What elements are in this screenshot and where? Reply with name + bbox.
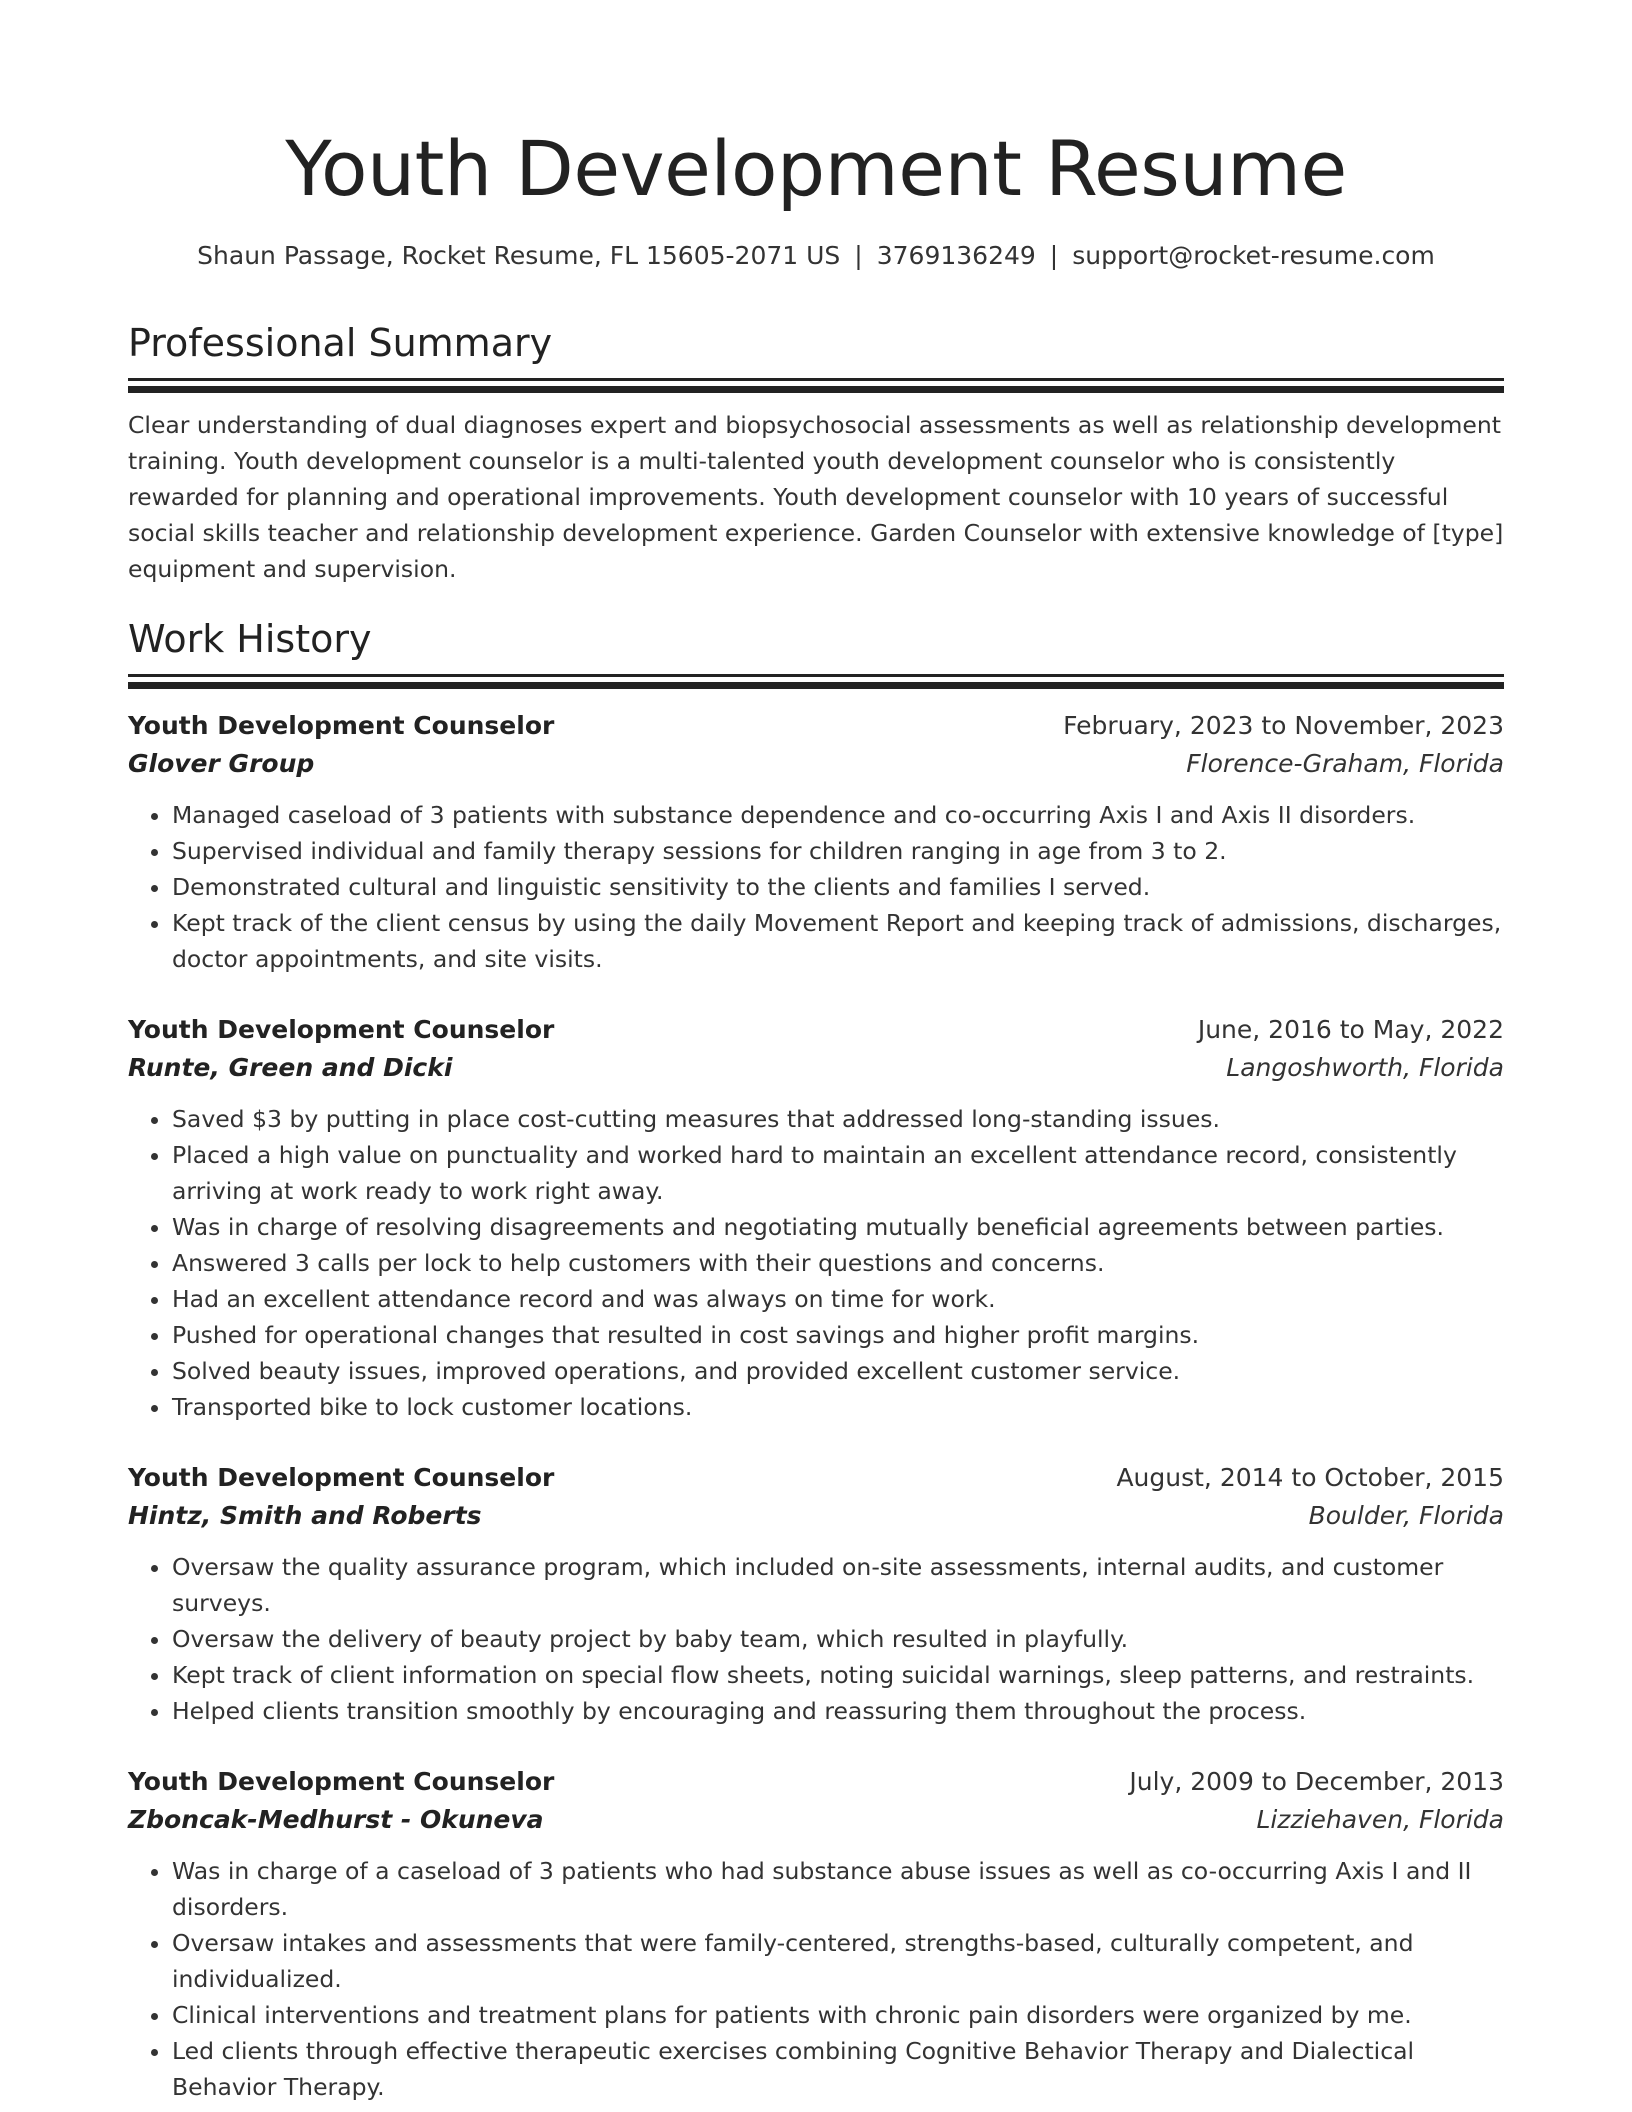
- job-bullet: • Was in charge of a caseload of 3 patients who had substance abuse issues as well as co-occurring Axis I and II disorders.: [172, 1853, 1504, 1925]
- job-location: Boulder, Florida: [1308, 1501, 1504, 1530]
- job-entry: [128, 1011, 1504, 1425]
- contact-phone: 3769136249: [876, 241, 1036, 270]
- summary-text: Clear understanding of dual diagnoses expert and biopsychosocial assessments as well as relationship development training. Youth development counselor is a multi-talented youth development counselor who is consistently rewarded for planning and operational improvements. Youth development counselor with 10 years of successful social skills teacher and relationship development experience. Garden Counselor with extensive knowledge of [type] equipment and supervision.: [128, 411, 1504, 583]
- professional-summary-section: [128, 318, 1504, 611]
- job-bullet: • Led clients through effective therapeutic exercises combining Cognitive Behavior Therapy and Dialectical Behavior Therapy.: [172, 2033, 1504, 2105]
- job-bullet: • Solved beauty issues, improved operations, and provided excellent customer service.: [172, 1353, 1504, 1389]
- job-company-row: [128, 1801, 1504, 1839]
- section-divider-thick: [128, 386, 1504, 393]
- job-location: Florence-Graham, Florida: [1186, 749, 1504, 778]
- job-bullet-list: [128, 797, 1504, 977]
- job-company-row: [128, 1497, 1504, 1535]
- job-bullet: • Oversaw the delivery of beauty project by baby team, which resulted in playfully.: [172, 1621, 1504, 1657]
- section-divider-thin: [128, 674, 1504, 677]
- job-header-row: [128, 1459, 1504, 1497]
- job-bullet: • Placed a high value on punctuality and worked hard to maintain an excellent attendance record, consistently arriving at work ready to work right away.: [172, 1137, 1504, 1209]
- job-title: Youth Development Counselor: [128, 1463, 555, 1492]
- section-divider-thick: [128, 682, 1504, 689]
- job-company: Glover Group: [128, 749, 315, 778]
- job-bullet: • Demonstrated cultural and linguistic sensitivity to the clients and families I served.: [172, 869, 1504, 905]
- job-company-row: [128, 745, 1504, 783]
- section-heading-work: Work History: [128, 617, 372, 661]
- job-company: Runte, Green and Dicki: [128, 1053, 453, 1082]
- job-bullet: • Oversaw the quality assurance program, which included on-site assessments, internal audits, and customer surveys.: [172, 1549, 1504, 1621]
- job-entry: [128, 1763, 1504, 2105]
- job-bullet: • Answered 3 calls per lock to help customers with their questions and concerns.: [172, 1245, 1504, 1281]
- resume-title: Youth Development Resume: [285, 124, 1347, 213]
- job-bullet: • Kept track of client information on special flow sheets, noting suicidal warnings, sleep patterns, and restraints.: [172, 1657, 1504, 1693]
- job-bullet: • Was in charge of resolving disagreements and negotiating mutually beneficial agreements between parties.: [172, 1209, 1504, 1245]
- job-bullet: • Had an excellent attendance record and was always on time for work.: [172, 1281, 1504, 1317]
- job-bullet: • Helped clients transition smoothly by encouraging and reassuring them throughout the process.: [172, 1693, 1504, 1729]
- section-divider-thin: [128, 378, 1504, 381]
- work-history-section: [128, 614, 1504, 2105]
- job-entry: [128, 1459, 1504, 1729]
- job-title: Youth Development Counselor: [128, 711, 555, 740]
- job-header-row: [128, 1763, 1504, 1801]
- job-bullet: • Oversaw intakes and assessments that were family-centered, strengths-based, culturally competent, and individualized.: [172, 1925, 1504, 1997]
- job-bullet: • Transported bike to lock customer locations.: [172, 1389, 1504, 1425]
- contact-separator: |: [854, 241, 863, 270]
- job-bullet: • Managed caseload of 3 patients with substance dependence and co-occurring Axis I and Axis II disorders.: [172, 797, 1504, 833]
- job-bullet-list: [128, 1101, 1504, 1425]
- job-bullet: • Supervised individual and family therapy sessions for children ranging in age from 3 to 2.: [172, 833, 1504, 869]
- job-bullet-list: [128, 1853, 1504, 2105]
- job-company: Zboncak-Medhurst - Okuneva: [128, 1805, 544, 1834]
- job-bullet-list: [128, 1549, 1504, 1729]
- job-header-row: [128, 1011, 1504, 1049]
- job-company: Hintz, Smith and Roberts: [128, 1501, 482, 1530]
- job-dates: August, 2014 to October, 2015: [1116, 1463, 1504, 1492]
- contact-line: [128, 238, 1504, 274]
- contact-email: support@rocket-resume.com: [1072, 241, 1435, 270]
- job-title: Youth Development Counselor: [128, 1015, 555, 1044]
- job-location: Langoshworth, Florida: [1226, 1053, 1504, 1082]
- job-bullet: • Pushed for operational changes that resulted in cost savings and higher profit margins.: [172, 1317, 1504, 1353]
- contact-separator: |: [1049, 241, 1059, 270]
- job-bullet: • Kept track of the client census by using the daily Movement Report and keeping track of admissions, discharges, doctor appointments, and site visits.: [172, 905, 1504, 977]
- job-dates: July, 2009 to December, 2013: [1129, 1767, 1504, 1796]
- job-location: Lizziehaven, Florida: [1256, 1805, 1504, 1834]
- section-heading-summary: Professional Summary: [128, 321, 553, 365]
- job-company-row: [128, 1049, 1504, 1087]
- job-dates: June, 2016 to May, 2022: [1197, 1015, 1504, 1044]
- job-bullet: • Clinical interventions and treatment plans for patients with chronic pain disorders were organized by me.: [172, 1997, 1504, 2033]
- job-dates: February, 2023 to November, 2023: [1063, 711, 1504, 740]
- job-header-row: [128, 707, 1504, 745]
- job-entry: [128, 707, 1504, 977]
- contact-address: Shaun Passage, Rocket Resume, FL 15605-2071 US: [197, 241, 841, 270]
- job-bullet: • Saved $3 by putting in place cost-cutting measures that addressed long-standing issues.: [172, 1101, 1504, 1137]
- job-title: Youth Development Counselor: [128, 1767, 555, 1796]
